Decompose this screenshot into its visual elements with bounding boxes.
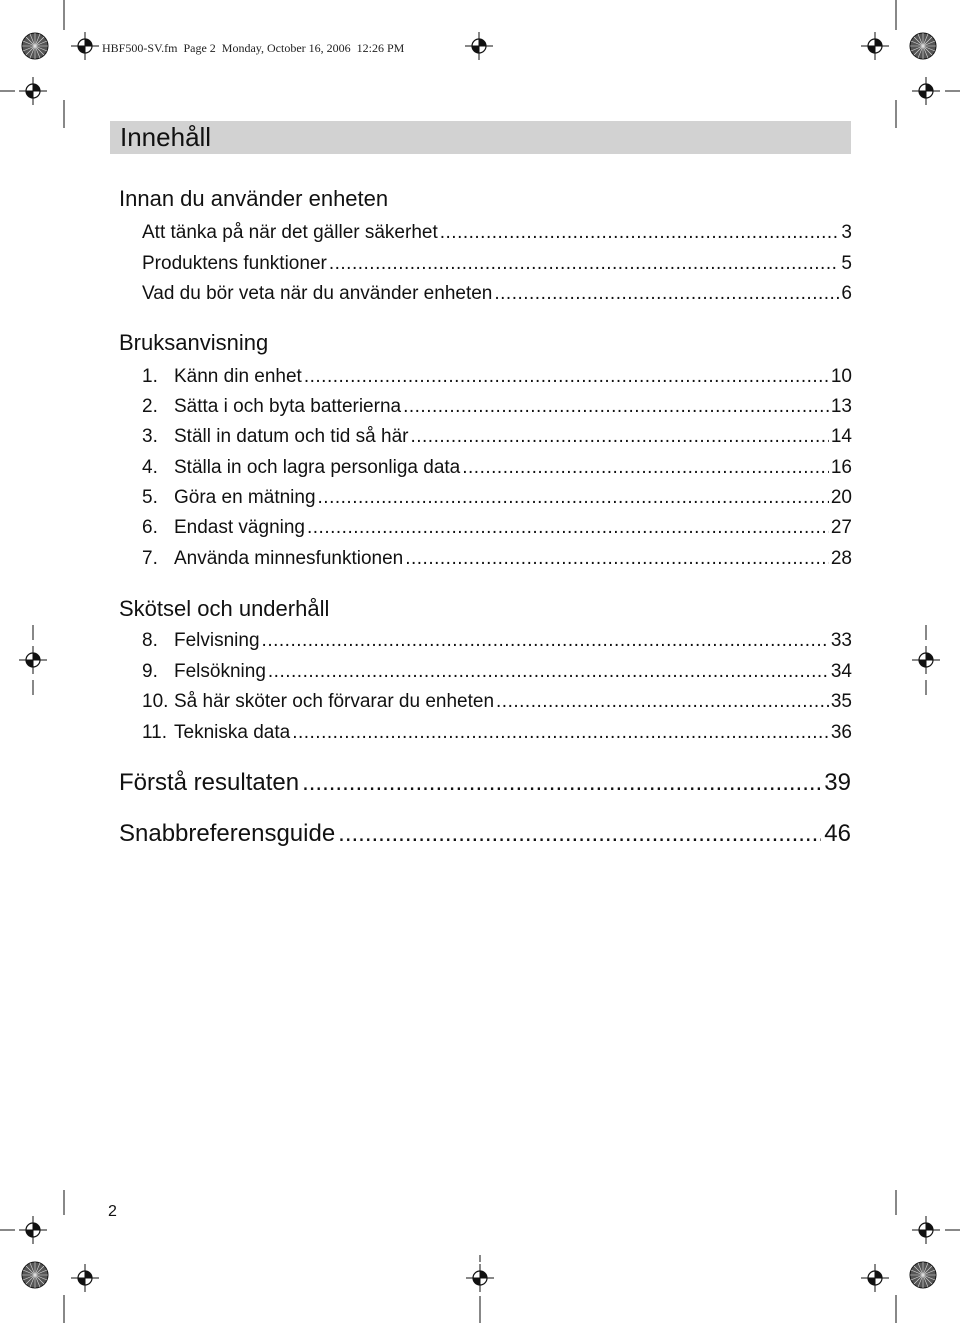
toc-entry-number: 11.	[142, 722, 168, 743]
dot-leader	[338, 819, 821, 849]
toc-entry[interactable]	[142, 515, 852, 541]
toc-entry-label: Så här sköter och förvarar du enheten	[174, 691, 495, 712]
toc-entry[interactable]	[142, 281, 852, 307]
dot-leader	[496, 689, 829, 715]
toc-entry-page: 5	[841, 253, 852, 274]
section-heading-before-use[interactable]: Innan du använder enheten	[119, 186, 389, 211]
toc-entry-number: 8.	[142, 630, 158, 651]
toc-entry-page: 10	[830, 366, 852, 387]
toc-entry-label: Ställ in datum och tid så här	[174, 426, 409, 447]
dot-leader	[329, 251, 840, 277]
toc-title-bar	[110, 121, 851, 154]
toc-entry-label: Produktens funktioner	[142, 253, 327, 274]
dot-leader	[462, 455, 829, 481]
toc-entry[interactable]	[142, 424, 852, 450]
toc-entry[interactable]	[142, 720, 852, 746]
toc-entry[interactable]	[142, 394, 852, 420]
toc-entry-number: 3.	[142, 426, 158, 447]
dot-leader	[405, 546, 829, 572]
dot-leader	[307, 515, 829, 541]
toc-entry-label: Känn din enhet	[174, 366, 302, 387]
toc-entry[interactable]	[142, 659, 852, 685]
toc-entry-page: 14	[830, 426, 852, 447]
toc-entry-label: Endast vägning	[174, 517, 305, 538]
toc-entry-page: 39	[824, 769, 851, 796]
toc-entry-number: 4.	[142, 457, 158, 478]
toc-entry-label: Felsökning	[174, 661, 266, 682]
dot-leader	[302, 768, 821, 798]
toc-entry-number: 1.	[142, 366, 158, 387]
dot-leader	[410, 424, 828, 450]
toc-entry-page: 20	[830, 487, 852, 508]
toc-entry-page: 3	[841, 222, 852, 243]
toc-entry[interactable]	[142, 220, 852, 246]
toc-main-entry-quick-guide[interactable]	[119, 819, 851, 849]
toc-entry-number: 6.	[142, 517, 158, 538]
toc-entry-page: 27	[830, 517, 852, 538]
toc-entry[interactable]	[142, 364, 852, 390]
toc-entry-label: Ställa in och lagra personliga data	[174, 457, 461, 478]
page-number: 2	[108, 1203, 117, 1220]
toc-entry-page: 13	[830, 396, 852, 417]
toc-entry-number: 7.	[142, 548, 158, 569]
toc-entry-label: Att tänka på när det gäller säkerhet	[142, 222, 438, 243]
toc-entry[interactable]	[142, 546, 852, 572]
toc-entry-label: Vad du bör veta när du använder enheten	[142, 283, 493, 304]
toc-entry-page: 33	[830, 630, 852, 651]
toc-entry-label: Sätta i och byta batterierna	[174, 396, 402, 417]
toc-main-entry-results[interactable]	[119, 768, 851, 798]
toc-entry-label: Tekniska data	[174, 722, 291, 743]
toc-entry-page: 28	[830, 548, 852, 569]
dot-leader	[494, 281, 839, 307]
section-heading-instructions[interactable]: Bruksanvisning	[119, 330, 269, 355]
toc-entry[interactable]	[142, 689, 852, 715]
section-heading-maintenance[interactable]: Skötsel och underhåll	[119, 596, 330, 621]
toc-entry-number: 9.	[142, 661, 158, 682]
toc-entry-page: 35	[830, 691, 852, 712]
toc-entry-number: 10.	[142, 691, 169, 712]
page-title: Innehåll	[120, 122, 212, 152]
toc-entry-label: Använda minnesfunktionen	[174, 548, 404, 569]
toc-entry-page: 34	[830, 661, 852, 682]
print-slug: HBF500-SV.fm Page 2 Monday, October 16, 2006 12:26 PM	[102, 41, 405, 55]
toc-entry-number: 5.	[142, 487, 158, 508]
dot-leader	[304, 364, 829, 390]
toc-entry-page: 36	[830, 722, 852, 743]
toc-entry[interactable]	[142, 485, 852, 511]
dot-leader	[262, 628, 829, 654]
dot-leader	[440, 220, 840, 246]
toc-entry[interactable]	[142, 251, 852, 277]
toc-entry-number: 2.	[142, 396, 158, 417]
toc-entry-page: 6	[841, 283, 852, 304]
toc-entry[interactable]	[142, 455, 852, 481]
toc-entry-page: 46	[824, 820, 851, 847]
toc-entry-page: 16	[830, 457, 852, 478]
dot-leader	[268, 659, 829, 685]
dot-leader	[403, 394, 829, 420]
toc-entry-label: Göra en mätning	[174, 487, 316, 508]
toc-entry[interactable]	[142, 628, 852, 654]
dot-leader	[318, 485, 829, 511]
dot-leader	[292, 720, 829, 746]
toc-entry-label: Snabbreferensguide	[119, 820, 336, 847]
toc-entry-label: Förstå resultaten	[119, 769, 300, 796]
toc-entry-label: Felvisning	[174, 630, 260, 651]
